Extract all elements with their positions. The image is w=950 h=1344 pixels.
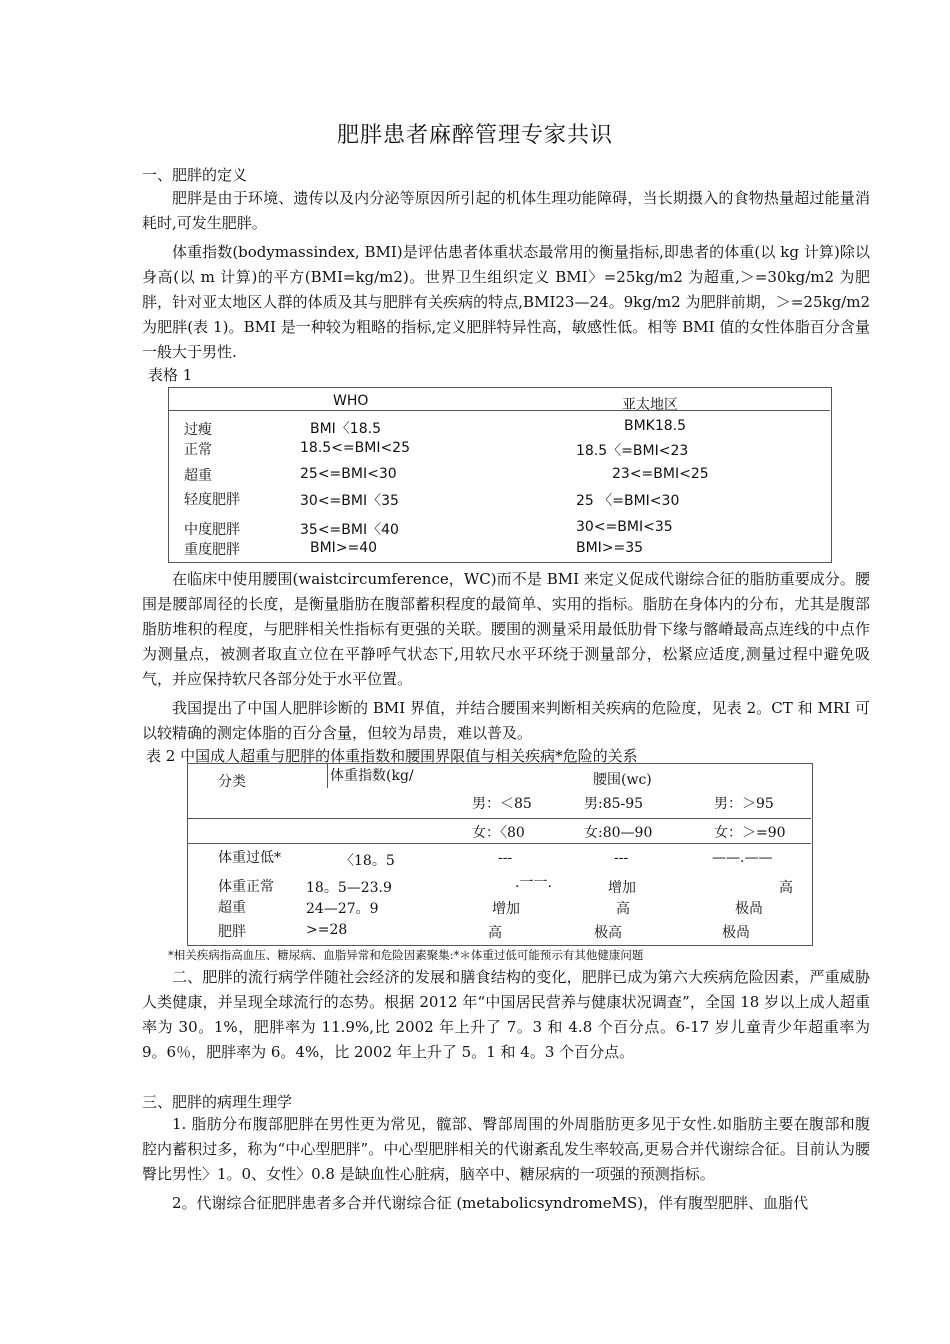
section-2-paragraphs — [142, 965, 870, 1065]
table-2-body-divider — [187, 843, 811, 844]
table-1-row-label: 正常 — [184, 442, 212, 458]
table-2-male-range: 男：＜85 — [472, 796, 532, 812]
table-2-risk-cell: 增加 — [492, 901, 520, 917]
table-2-risk-cell: --- — [498, 850, 513, 866]
table-2-header-divider — [187, 818, 811, 819]
table-2-row-label: 体重正常 — [218, 879, 274, 895]
table-2-risk-cell: 高 — [616, 901, 630, 917]
table-2-risk-cell: 极咼 — [722, 925, 750, 941]
table-2-risk-cell: .一一. — [515, 875, 552, 891]
section-3-paragraphs — [142, 1112, 870, 1216]
table-2-risk-cell: 极高 — [594, 925, 622, 941]
paragraph-epidemiology: 二、肥胖的流行病学伴随社会经济的发展和膳食结构的变化，肥胖已成为第六大疾病危险因素，严重威胁人类健康，并呈现全球流行的态势。根据 2012 年“中国居民营养与健康状况调查”，全国 18 岁以上成人超重率为 30。1%，肥胖率为 11.9%,比 2002 年上升了 7。3 和 4.8 个百分点。6-17 岁儿童青少年超重率为 9。6％，肥胖率为 6。4%，比 2002 年上升了 5。1 和 4。3 个百分点。 — [142, 968, 870, 1061]
table-1-row-label: 超重 — [184, 468, 212, 484]
table-2-header-waist: 腰围(wc) — [593, 772, 652, 788]
table-1-ap-cell: BMK18.5 — [624, 418, 687, 434]
table-1-header-who: WHO — [333, 393, 369, 409]
table-2-row-label: 体重过低* — [218, 850, 281, 866]
table-2-male-range: 男:85-95 — [584, 796, 644, 812]
document-title: 肥胖患者麻醉管理专家共识 — [336, 123, 613, 148]
table-2-risk-cell: 增加 — [608, 880, 636, 896]
table-2-footnote: *相关疾病指高血压、糖尿病、血脂异常和危险因素聚集:*＊体重过低可能预示有其他健康问题 — [168, 948, 644, 962]
paragraph-metabolic-syndrome: 2。代谢综合征肥胖患者多合并代谢综合征 (metabolicsyndromeMS)，伴有腹型肥胖、血脂代 — [172, 1194, 809, 1212]
section-1-heading: 一、肥胖的定义 — [142, 166, 248, 184]
table-2-row-label: 肥胖 — [218, 924, 246, 940]
table-2-header-bmi: 体重指数(kg/ — [330, 768, 414, 784]
table-2-male-range: 男：＞95 — [714, 796, 774, 812]
table-2-caption: 表 2 中国成人超重与肥胖的体重指数和腰围界限值与相关疾病*危险的关系 — [146, 747, 638, 765]
table-2-risk-cell: --- — [614, 850, 629, 866]
table-2-risk-cell: 高 — [488, 925, 502, 941]
table-1-ap-cell: 30<=BMI<35 — [576, 519, 673, 535]
section-1-paragraphs — [142, 186, 870, 365]
table-2-female-range: 女：〈80 — [472, 825, 525, 841]
table-2-risk-cell: 高 — [779, 880, 793, 896]
table-2-risk-cell: ——.—— — [712, 850, 773, 866]
table-1-row-label: 轻度肥胖 — [184, 492, 240, 508]
table-1-header-asia-pacific: 亚太地区 — [622, 397, 678, 413]
table-1-ap-cell: BMI>=35 — [576, 540, 644, 556]
table-1-who-cell: BMI>=40 — [310, 540, 378, 556]
table-1 — [168, 387, 832, 563]
table-1-who-cell: 25<=BMI<30 — [300, 466, 397, 482]
table-2-risk-cell: 极咼 — [735, 901, 763, 917]
table-1-who-cell: BMI〈18.5 — [310, 421, 381, 437]
section-3-heading: 三、肥胖的病理生理学 — [142, 1093, 293, 1111]
table-1-who-cell: 35<=BMI〈40 — [300, 522, 399, 538]
table-2-column-divider — [327, 764, 328, 788]
table-1-ap-cell: 23<=BMI<25 — [612, 466, 709, 482]
table-2-bmi-cell: 24—27。9 — [306, 901, 379, 917]
paragraph-china-bmi: 我国提出了中国人肥胖诊断的 BMI 界值，并结合腰围来判断相关疾病的危险度，见表 2。CT 和 MRI 可以较精确的测定体脂的百分含量，但较为昂贵，难以普及。 — [142, 699, 870, 742]
table-2-bmi-cell: >=28 — [306, 922, 348, 938]
table-1-row-label: 中度肥胖 — [184, 522, 240, 538]
table-2-row-label: 超重 — [218, 900, 246, 916]
table-1-header-divider — [168, 410, 830, 411]
table-2-bmi-cell: 〈18。5 — [340, 853, 395, 869]
table-1-row-label: 重度肥胖 — [184, 542, 240, 558]
table-1-caption: 表格 1 — [148, 366, 193, 384]
table-2-female-range: 女:80—90 — [584, 825, 653, 841]
table-1-who-cell: 18.5<=BMI<25 — [300, 440, 410, 456]
table-1-ap-cell: 18.5〈=BMI<23 — [576, 443, 689, 459]
table-2-header-class: 分类 — [218, 774, 246, 790]
paragraph-obesity-definition: 肥胖是由于环境、遗传以及内分泌等原因所引起的机体生理功能障碍，当长期摄入的食物热量超过能量消耗时,可发生肥胖。 — [142, 189, 870, 232]
table-1-row-label: 过瘦 — [184, 422, 212, 438]
table-1-who-cell: 30<=BMI〈35 — [300, 493, 399, 509]
paragraph-waist-circumference: 在临床中使用腰围(waistcircumference，WC)而不是 BMI 来定义促成代谢综合征的脂肪重要成分。腰围是腰部周径的长度，是衡量脂肪在腹部蓄积程度的最简单、实用的指标。脂肪在身体内的分布，尤其是腹部脂肪堆积的程度，与肥胖相关性指标有更强的关联。腰围的测量采用最低肋骨下缘与髂嵴最高点连线的中点作为测量点，被测者取直立位在平静呼气状态下,用软尺水平环绕于测量部分，松紧应适度,测量过程中避免吸气，并应保持软尺各部分处于水平位置。 — [142, 570, 870, 688]
table-2-bmi-cell: 18。5—23.9 — [306, 880, 392, 896]
paragraph-bmi: 体重指数(bodymassindex, BMI)是评估患者体重状态最常用的衡量指标,即患者的体重(以 kg 计算)除以身高(以 m 计算)的平方(BMI=kg/m2)。世界卫生组织定义 BMI〉=25kg/m2 为超重,＞=30kg/m2 为肥胖，针对亚太地区人群的体质及其与肥胖有关疾病的特点,BMI23—24。9kg/m2 为肥胖前期，＞=25kg/m2 为肥胖(表 1)。BMI 是一种较为粗略的指标,定义肥胖特异性高，敏感性低。相等 BMI 值的女性体脂百分含量一般大于男性. — [142, 243, 870, 361]
paragraph-fat-distribution: 1. 脂肪分布腹部肥胖在男性更为常见，髋部、臀部周围的外周脂肪更多见于女性.如脂肪主要在腹部和腹腔内蓄积过多，称为“中心型肥胖”。中心型肥胖相关的代谢紊乱发生率较高,更易合并代谢综合征。目前认为腰臀比男性〉1。0、女性〉0.8 是缺血性心脏病，脑卒中、糖尿病的一项强的预测指标。 — [142, 1115, 870, 1183]
table-2-female-range: 女：＞=90 — [714, 825, 786, 841]
table-1-ap-cell: 25 〈=BMI<30 — [576, 493, 680, 509]
section-1-continued — [142, 567, 870, 746]
